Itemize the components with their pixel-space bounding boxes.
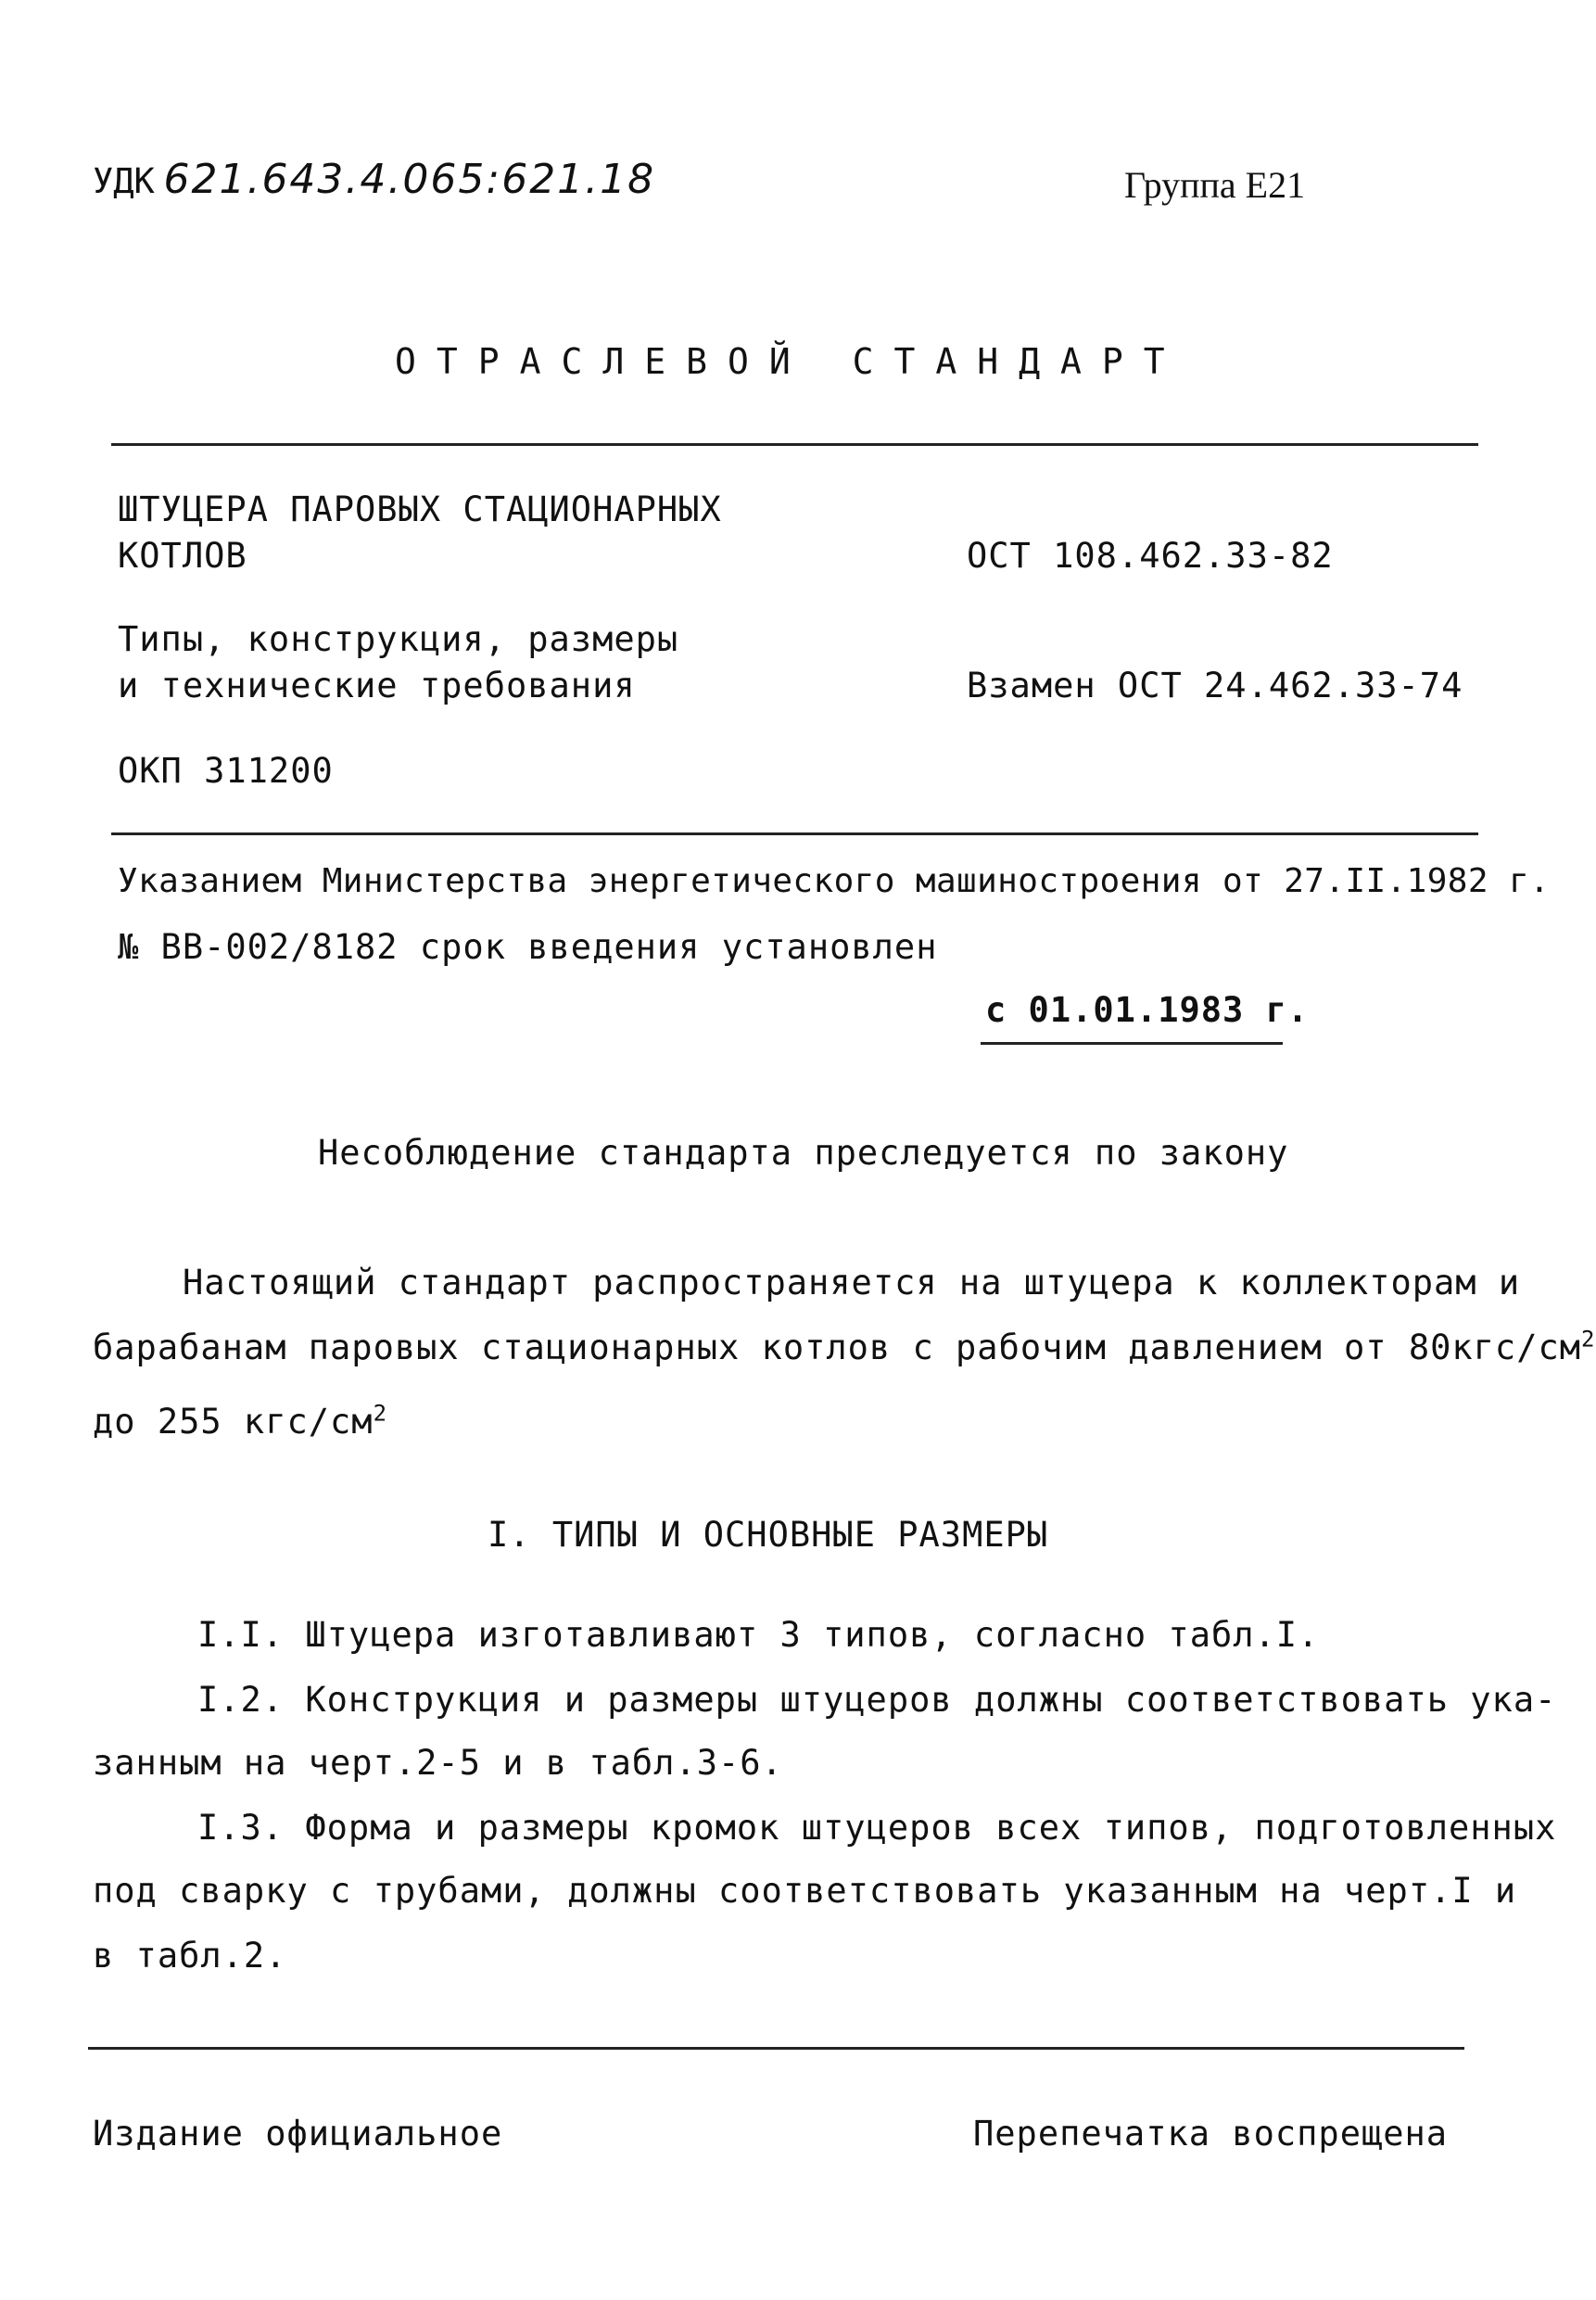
effective-date: с 01.01.1983 г. (985, 990, 1310, 1030)
intro-line1: Настоящий стандарт распространяется на штуцера к коллекторам и (183, 1263, 1521, 1302)
clause-1-3-line2: под сварку с трубами, должны соответствовать указанным на черт.I и (93, 1871, 1517, 1911)
top-rule (111, 443, 1478, 446)
intro-line2-sup: 2 (1581, 1326, 1596, 1353)
document-name-line2: КОТЛОВ (118, 536, 247, 576)
clause-1-3-line3: в табл.2. (93, 1936, 287, 1976)
order-line2: № ВВ-002/8182 срок введения установлен (118, 927, 938, 967)
group-label: Группа Е21 (1124, 164, 1306, 206)
clause-1-2-line1: I.2. Конструкция и размеры штуцеров должны соответствовать ука- (197, 1680, 1557, 1720)
replaces-standard: Взамен ОСТ 24.462.33-74 (967, 666, 1463, 705)
okp-code: ОКП 311200 (118, 751, 334, 791)
intro-line3-sup: 2 (373, 1400, 388, 1427)
intro-line2-text: барабанам паровых стационарных котлов с рабочим давлением от 80кгс/см (93, 1328, 1582, 1367)
clause-1-3-line1: I.3. Форма и размеры кромок штуцеров всех типов, подготовленных (197, 1808, 1557, 1848)
document-subtitle-line2: и технические требования (118, 666, 636, 705)
footer-official-edition: Издание официальное (93, 2114, 503, 2154)
footer-rule (88, 2047, 1464, 2050)
udk-line (93, 156, 655, 203)
udk-code: 621.643.4.065:621.18 (163, 156, 656, 203)
standard-title: ОТРАСЛЕВОЙ СТАНДАРТ (395, 341, 1185, 382)
ost-number: ОСТ 108.462.33-82 (967, 536, 1334, 576)
section-heading: I. ТИПЫ И ОСНОВНЫЕ РАЗМЕРЫ (488, 1515, 1049, 1555)
intro-line3 (93, 1402, 387, 1442)
middle-rule (111, 832, 1478, 835)
document-subtitle-line1: Типы, конструкция, размеры (118, 619, 679, 659)
order-line1: Указанием Министерства энергетического машиностроения от 27.II.1982 г. (118, 862, 1551, 900)
document-name-line1: ШТУЦЕРА ПАРОВЫХ СТАЦИОНАРНЫХ (118, 489, 722, 529)
udk-prefix: УДК (93, 161, 155, 201)
date-underline (981, 1042, 1283, 1045)
legal-notice: Несоблюдение стандарта преследуется по закону (318, 1133, 1289, 1173)
clause-1-2-line2: занным на черт.2-5 и в табл.3-6. (93, 1743, 783, 1783)
intro-line2 (93, 1328, 1596, 1367)
intro-line3-text: до 255 кгс/см (93, 1402, 374, 1442)
clause-1-1: I.I. Штуцера изготавливают 3 типов, согласно табл.I. (197, 1615, 1320, 1655)
footer-reprint-prohibited: Перепечатка воспрещена (973, 2114, 1449, 2154)
